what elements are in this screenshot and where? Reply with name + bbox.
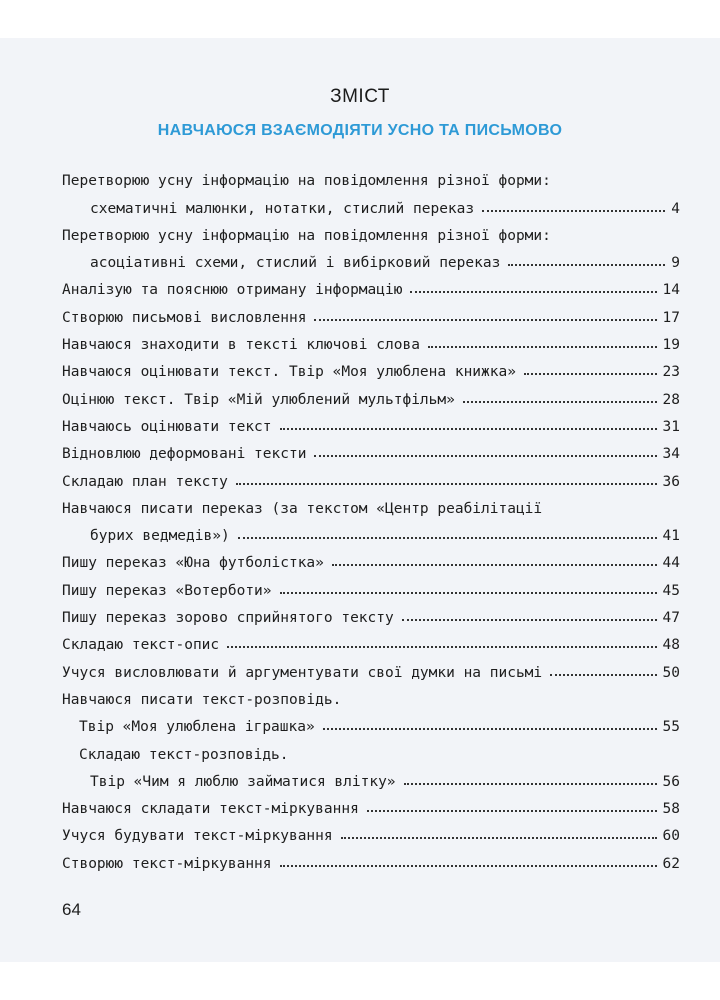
toc-entry[interactable] [62, 298, 680, 325]
page-title: ЗМІСТ [330, 86, 390, 107]
toc-entry[interactable] [62, 571, 680, 598]
toc-entry-page: 14 [662, 282, 680, 299]
toc-entry-page: 47 [662, 610, 680, 627]
dot-leader [550, 674, 656, 676]
toc-entry-title: Твір «Чим я люблю займатися влітку» [90, 773, 396, 790]
toc-entry-page: 23 [662, 364, 680, 381]
dot-leader [280, 428, 657, 430]
toc-entry-title: бурих ведмедів») [90, 528, 230, 545]
dot-leader [280, 592, 657, 594]
toc-entry-page: 19 [662, 337, 680, 354]
table-of-contents [0, 162, 720, 872]
dot-leader [367, 810, 657, 812]
toc-entry-page: 56 [662, 773, 680, 790]
toc-entry-title: Відновлюю деформовані тексти [62, 446, 307, 463]
dot-leader [227, 646, 656, 648]
toc-entry-title: Навчаюся оцінювати текст. Твір «Моя улюблена книжка» [62, 364, 516, 381]
book-page [0, 38, 720, 962]
dot-leader [463, 401, 657, 403]
toc-entry-page: 60 [662, 828, 680, 845]
dot-leader [280, 865, 657, 867]
section-title: НАВЧАЮСЯ ВЗАЄМОДІЯТИ УСНО ТА ПИСЬМОВО [157, 122, 563, 139]
toc-entry-page: 17 [662, 309, 680, 326]
toc-entry-title: Створюю письмові висловлення [62, 309, 307, 326]
toc-entry-title: Пишу переказ «Вотерботи» [62, 582, 272, 599]
toc-entry-title: Учуся висловлювати й аргументувати свої думки на письмі [62, 664, 543, 681]
toc-entry-page: 34 [662, 446, 680, 463]
toc-entry-page: 31 [662, 418, 680, 435]
toc-entry[interactable] [62, 408, 680, 435]
dot-leader [402, 619, 657, 621]
dot-leader [508, 264, 665, 266]
toc-entry[interactable] [62, 790, 680, 817]
toc-entry-line: Перетворюю усну інформацію на повідомлення різної форми: [62, 227, 551, 244]
toc-entry-title: Аналізую та пояснюю отриману інформацію [62, 282, 403, 299]
dot-leader [524, 373, 657, 375]
toc-entry[interactable] [62, 326, 680, 353]
dot-leader [332, 564, 657, 566]
toc-entry[interactable] [62, 271, 680, 298]
toc-entry-title: Створюю текст-міркування [62, 855, 272, 872]
toc-entry[interactable] [62, 626, 680, 653]
toc-entry[interactable] [90, 517, 680, 544]
dot-leader [236, 483, 657, 485]
toc-entry-page: 41 [662, 528, 680, 545]
toc-entry-page: 58 [662, 801, 680, 818]
toc-entry[interactable] [62, 653, 680, 680]
toc-entry-page: 44 [662, 555, 680, 572]
toc-entry-page: 50 [662, 664, 680, 681]
toc-entry-page: 28 [662, 391, 680, 408]
toc-entry-lead [62, 162, 680, 189]
toc-entry[interactable] [62, 462, 680, 489]
toc-entry-page: 4 [671, 200, 680, 217]
toc-entry-page: 48 [662, 637, 680, 654]
dot-leader [341, 837, 657, 839]
page-number: 64 [62, 900, 81, 919]
dot-leader [323, 728, 657, 730]
toc-entry-title: асоціативні схеми, стислий і вибірковий переказ [90, 255, 501, 272]
toc-entry[interactable] [62, 844, 680, 871]
toc-entry-title: Пишу переказ «Юна футболістка» [62, 555, 324, 572]
toc-entry-title: Оцінюю текст. Твір «Мій улюблений мультфільм» [62, 391, 455, 408]
toc-entry[interactable] [62, 380, 680, 407]
toc-entry-title: Складаю план тексту [62, 473, 228, 490]
toc-entry-title: Навчаюсь оцінювати текст [62, 418, 272, 435]
toc-entry[interactable] [90, 244, 680, 271]
toc-entry[interactable] [79, 708, 680, 735]
toc-entry[interactable] [90, 189, 680, 216]
toc-entry[interactable] [62, 544, 680, 571]
toc-entry-line: Навчаюся писати переказ (за текстом «Центр реабілітації [62, 500, 543, 517]
toc-entry-title: Учуся будувати текст-міркування [62, 828, 333, 845]
toc-entry[interactable] [90, 763, 680, 790]
toc-entry-title: Пишу переказ зорово сприйнятого тексту [62, 610, 394, 627]
toc-entry-lead [62, 490, 680, 517]
toc-entry-page: 36 [662, 473, 680, 490]
toc-entry-title: Навчаюся складати текст-міркування [62, 801, 359, 818]
toc-entry[interactable] [62, 817, 680, 844]
toc-entry-lead [62, 681, 680, 708]
toc-entry-title: схематичні малюнки, нотатки, стислий переказ [90, 200, 475, 217]
toc-entry[interactable] [62, 353, 680, 380]
toc-entry[interactable] [62, 435, 680, 462]
toc-entry-lead [79, 735, 680, 762]
toc-entry-lead [62, 217, 680, 244]
toc-entry-line: Перетворюю усну інформацію на повідомлення різної форми: [62, 173, 551, 190]
dot-leader [314, 455, 656, 457]
dot-leader [428, 346, 657, 348]
dot-leader [482, 210, 665, 212]
toc-entry-page: 9 [671, 255, 680, 272]
dot-leader [238, 537, 657, 539]
toc-entry-title: Навчаюся знаходити в тексті ключові слова [62, 337, 420, 354]
toc-entry-title: Складаю текст-опис [62, 637, 220, 654]
dot-leader [404, 783, 657, 785]
toc-entry-line: Складаю текст-розповідь. [79, 746, 289, 763]
dot-leader [410, 291, 656, 293]
toc-entry-page: 55 [662, 719, 680, 736]
toc-entry-page: 62 [662, 855, 680, 872]
toc-entry-line: Навчаюся писати текст-розповідь. [62, 691, 342, 708]
toc-entry[interactable] [62, 599, 680, 626]
toc-entry-page: 45 [662, 582, 680, 599]
toc-entry-title: Твір «Моя улюблена іграшка» [79, 719, 315, 736]
dot-leader [314, 319, 656, 321]
